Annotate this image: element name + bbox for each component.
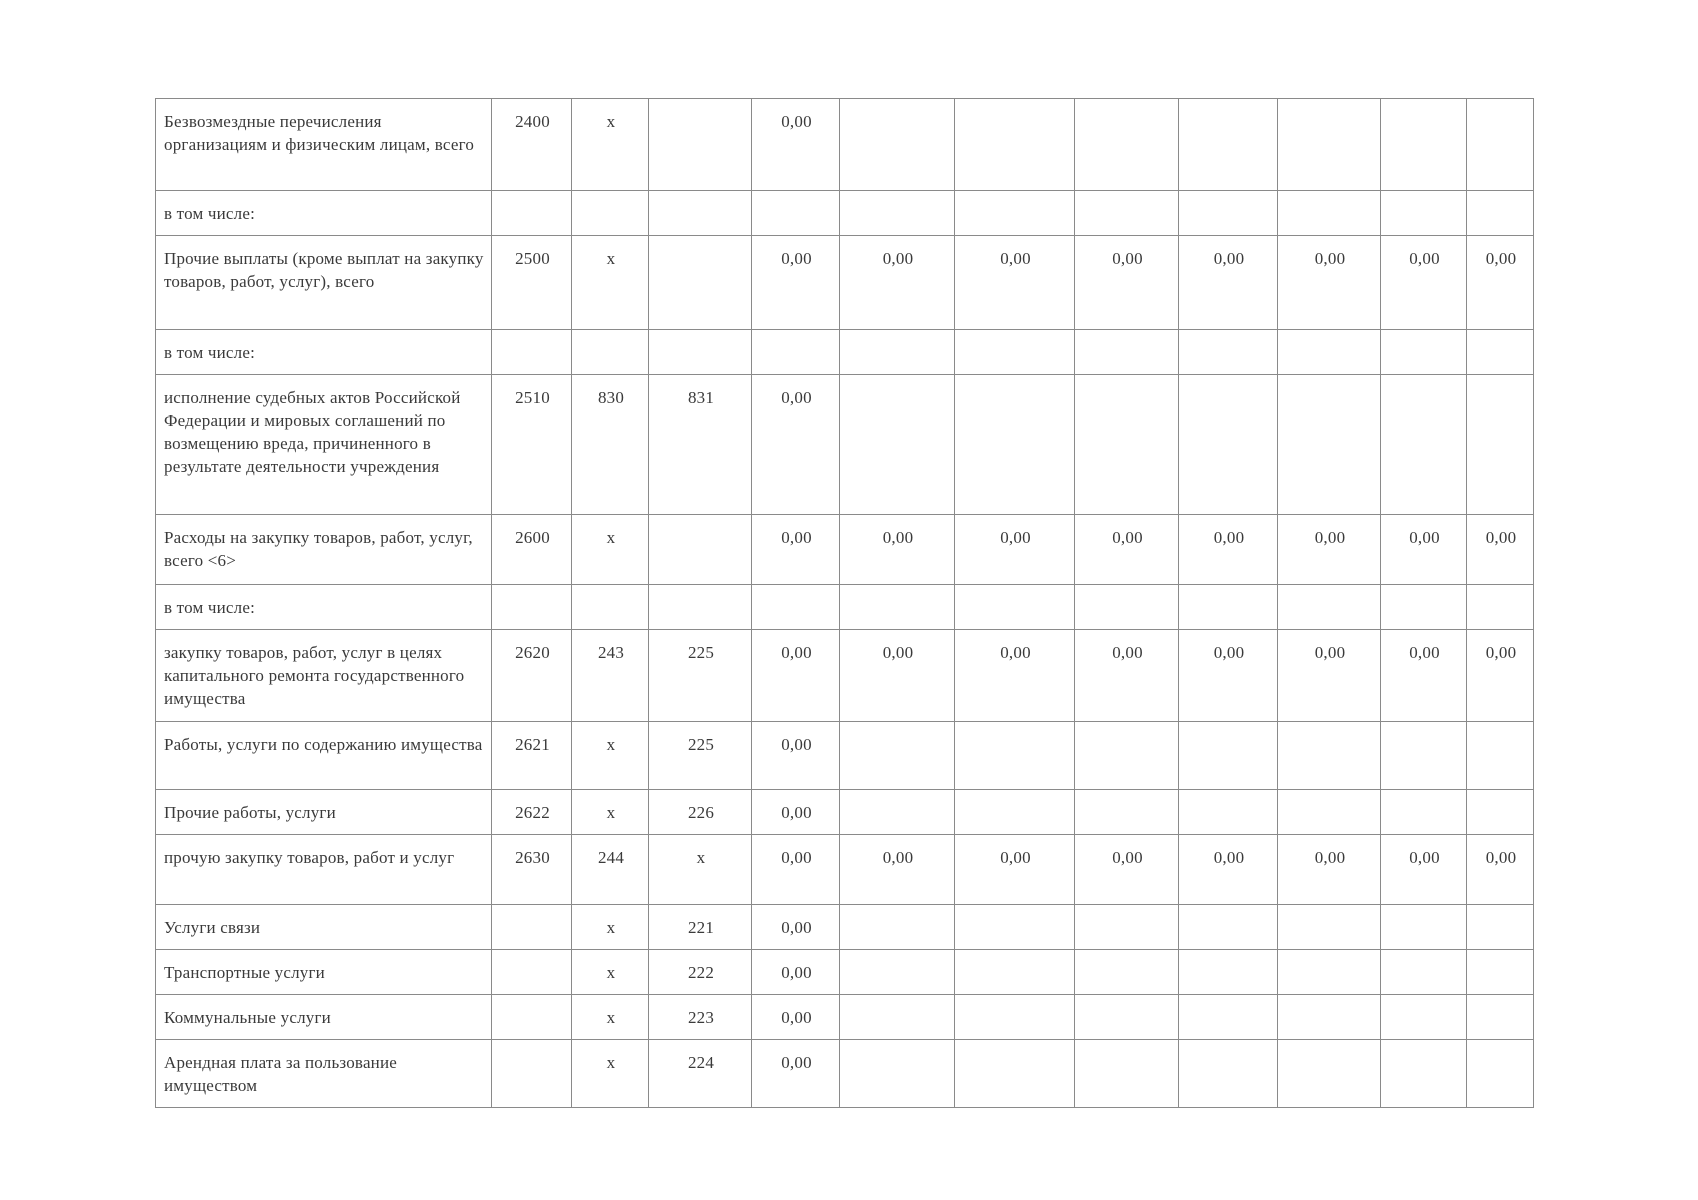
row-value-2-cell <box>955 99 1075 191</box>
row-value-3-cell <box>1075 790 1179 835</box>
row-value-2-cell <box>955 995 1075 1040</box>
row-value-3-cell: 0,00 <box>1075 835 1179 905</box>
row-value-7-cell: 0,00 <box>1467 515 1534 585</box>
row-value-6-cell <box>1381 722 1467 790</box>
row-kosgu-cell <box>649 191 752 236</box>
row-value-6-cell: 0,00 <box>1381 630 1467 722</box>
row-name-cell: в том числе: <box>156 330 492 375</box>
table-row <box>156 905 1534 950</box>
row-value-4-cell <box>1179 330 1278 375</box>
row-total-cell: 0,00 <box>752 722 840 790</box>
row-value-2-cell: 0,00 <box>955 630 1075 722</box>
row-code-cell <box>492 995 572 1040</box>
row-name-cell: Расходы на закупку товаров, работ, услуг, всего <6> <box>156 515 492 585</box>
row-name-cell: в том числе: <box>156 585 492 630</box>
row-code-cell: 2622 <box>492 790 572 835</box>
row-value-5-cell <box>1278 790 1381 835</box>
row-kvr-cell: х <box>572 99 649 191</box>
row-value-2-cell <box>955 722 1075 790</box>
row-value-1-cell <box>840 330 955 375</box>
row-code-cell <box>492 905 572 950</box>
row-value-7-cell: 0,00 <box>1467 835 1534 905</box>
row-value-6-cell: 0,00 <box>1381 236 1467 330</box>
row-kosgu-cell <box>649 99 752 191</box>
row-kosgu-cell: 224 <box>649 1040 752 1108</box>
row-value-1-cell <box>840 995 955 1040</box>
row-value-1-cell: 0,00 <box>840 515 955 585</box>
row-total-cell: 0,00 <box>752 236 840 330</box>
row-value-7-cell <box>1467 995 1534 1040</box>
table-row <box>156 191 1534 236</box>
table-row <box>156 790 1534 835</box>
row-value-4-cell: 0,00 <box>1179 835 1278 905</box>
row-total-cell: 0,00 <box>752 515 840 585</box>
table-row <box>156 236 1534 330</box>
row-value-7-cell <box>1467 585 1534 630</box>
row-total-cell: 0,00 <box>752 1040 840 1108</box>
row-value-5-cell <box>1278 375 1381 515</box>
row-value-2-cell: 0,00 <box>955 835 1075 905</box>
row-value-5-cell: 0,00 <box>1278 236 1381 330</box>
row-value-1-cell <box>840 585 955 630</box>
row-kosgu-cell <box>649 330 752 375</box>
row-value-7-cell <box>1467 191 1534 236</box>
row-name-cell: Работы, услуги по содержанию имущества <box>156 722 492 790</box>
row-total-cell: 0,00 <box>752 835 840 905</box>
row-value-7-cell <box>1467 790 1534 835</box>
row-value-5-cell <box>1278 191 1381 236</box>
row-value-7-cell <box>1467 99 1534 191</box>
row-value-6-cell <box>1381 1040 1467 1108</box>
row-value-4-cell: 0,00 <box>1179 630 1278 722</box>
row-value-3-cell <box>1075 995 1179 1040</box>
row-value-4-cell <box>1179 375 1278 515</box>
row-kosgu-cell: 222 <box>649 950 752 995</box>
row-kvr-cell: 830 <box>572 375 649 515</box>
row-value-2-cell <box>955 905 1075 950</box>
row-value-1-cell <box>840 99 955 191</box>
row-kvr-cell <box>572 330 649 375</box>
table-row <box>156 1040 1534 1108</box>
row-value-6-cell: 0,00 <box>1381 515 1467 585</box>
table-row <box>156 330 1534 375</box>
row-total-cell: 0,00 <box>752 630 840 722</box>
row-value-3-cell <box>1075 330 1179 375</box>
row-value-5-cell <box>1278 330 1381 375</box>
row-kvr-cell: х <box>572 515 649 585</box>
row-code-cell: 2620 <box>492 630 572 722</box>
table-row <box>156 835 1534 905</box>
table-row <box>156 585 1534 630</box>
row-value-4-cell: 0,00 <box>1179 236 1278 330</box>
row-value-7-cell <box>1467 1040 1534 1108</box>
row-value-1-cell <box>840 722 955 790</box>
row-value-5-cell: 0,00 <box>1278 630 1381 722</box>
row-kosgu-cell <box>649 585 752 630</box>
table-row <box>156 99 1534 191</box>
row-value-4-cell: 0,00 <box>1179 515 1278 585</box>
row-value-6-cell <box>1381 950 1467 995</box>
row-value-4-cell <box>1179 722 1278 790</box>
row-kosgu-cell: 223 <box>649 995 752 1040</box>
row-total-cell: 0,00 <box>752 950 840 995</box>
row-value-3-cell <box>1075 585 1179 630</box>
row-value-1-cell <box>840 950 955 995</box>
row-name-cell: закупку товаров, работ, услуг в целях капитального ремонта государственного имущества <box>156 630 492 722</box>
row-code-cell <box>492 1040 572 1108</box>
row-code-cell: 2500 <box>492 236 572 330</box>
row-kosgu-cell: 225 <box>649 630 752 722</box>
row-value-2-cell <box>955 375 1075 515</box>
row-code-cell <box>492 191 572 236</box>
row-value-6-cell <box>1381 99 1467 191</box>
row-value-1-cell: 0,00 <box>840 236 955 330</box>
row-kosgu-cell <box>649 515 752 585</box>
table-row <box>156 722 1534 790</box>
row-code-cell: 2621 <box>492 722 572 790</box>
row-value-2-cell: 0,00 <box>955 515 1075 585</box>
row-value-4-cell <box>1179 585 1278 630</box>
row-code-cell: 2600 <box>492 515 572 585</box>
row-value-4-cell <box>1179 905 1278 950</box>
row-value-2-cell: 0,00 <box>955 236 1075 330</box>
row-value-6-cell <box>1381 191 1467 236</box>
row-value-1-cell <box>840 905 955 950</box>
row-kvr-cell <box>572 585 649 630</box>
row-code-cell: 2630 <box>492 835 572 905</box>
row-kvr-cell: х <box>572 236 649 330</box>
table-body <box>156 99 1534 1108</box>
row-value-7-cell: 0,00 <box>1467 630 1534 722</box>
row-total-cell: 0,00 <box>752 99 840 191</box>
row-value-5-cell <box>1278 950 1381 995</box>
row-total-cell: 0,00 <box>752 905 840 950</box>
row-value-5-cell <box>1278 905 1381 950</box>
row-value-2-cell <box>955 1040 1075 1108</box>
row-kosgu-cell: х <box>649 835 752 905</box>
row-value-2-cell <box>955 330 1075 375</box>
row-value-3-cell <box>1075 722 1179 790</box>
row-kosgu-cell: 221 <box>649 905 752 950</box>
row-value-3-cell: 0,00 <box>1075 515 1179 585</box>
row-value-1-cell <box>840 1040 955 1108</box>
row-kosgu-cell: 226 <box>649 790 752 835</box>
table-row <box>156 995 1534 1040</box>
row-value-6-cell <box>1381 375 1467 515</box>
row-name-cell: прочую закупку товаров, работ и услуг <box>156 835 492 905</box>
row-kvr-cell: х <box>572 950 649 995</box>
row-value-1-cell <box>840 790 955 835</box>
row-value-3-cell <box>1075 1040 1179 1108</box>
row-value-4-cell <box>1179 191 1278 236</box>
row-value-5-cell: 0,00 <box>1278 835 1381 905</box>
row-value-3-cell: 0,00 <box>1075 630 1179 722</box>
row-value-2-cell <box>955 950 1075 995</box>
row-value-1-cell: 0,00 <box>840 835 955 905</box>
row-total-cell: 0,00 <box>752 995 840 1040</box>
row-value-5-cell <box>1278 1040 1381 1108</box>
row-value-7-cell <box>1467 330 1534 375</box>
row-total-cell <box>752 585 840 630</box>
row-value-2-cell <box>955 790 1075 835</box>
row-code-cell <box>492 330 572 375</box>
row-name-cell: Арендная плата за пользование имуществом <box>156 1040 492 1108</box>
row-name-cell: Транспортные услуги <box>156 950 492 995</box>
row-kvr-cell: х <box>572 905 649 950</box>
row-kvr-cell: х <box>572 1040 649 1108</box>
row-value-5-cell <box>1278 722 1381 790</box>
row-total-cell <box>752 330 840 375</box>
row-value-1-cell <box>840 191 955 236</box>
row-kvr-cell: х <box>572 995 649 1040</box>
row-value-6-cell <box>1381 905 1467 950</box>
row-code-cell: 2510 <box>492 375 572 515</box>
row-name-cell: Коммунальные услуги <box>156 995 492 1040</box>
table-row <box>156 630 1534 722</box>
row-kvr-cell: 244 <box>572 835 649 905</box>
row-kvr-cell <box>572 191 649 236</box>
row-value-7-cell <box>1467 375 1534 515</box>
row-value-6-cell <box>1381 995 1467 1040</box>
row-name-cell: Услуги связи <box>156 905 492 950</box>
row-value-5-cell <box>1278 995 1381 1040</box>
row-value-3-cell <box>1075 375 1179 515</box>
row-value-7-cell <box>1467 722 1534 790</box>
row-value-1-cell <box>840 375 955 515</box>
row-value-6-cell: 0,00 <box>1381 835 1467 905</box>
row-name-cell: Прочие работы, услуги <box>156 790 492 835</box>
row-value-6-cell <box>1381 330 1467 375</box>
row-value-5-cell <box>1278 99 1381 191</box>
row-total-cell: 0,00 <box>752 790 840 835</box>
row-value-6-cell <box>1381 585 1467 630</box>
row-value-4-cell <box>1179 995 1278 1040</box>
row-value-4-cell <box>1179 790 1278 835</box>
row-value-1-cell: 0,00 <box>840 630 955 722</box>
row-value-2-cell <box>955 585 1075 630</box>
row-value-7-cell: 0,00 <box>1467 236 1534 330</box>
row-value-6-cell <box>1381 790 1467 835</box>
row-kosgu-cell: 831 <box>649 375 752 515</box>
row-value-7-cell <box>1467 950 1534 995</box>
row-kvr-cell: 243 <box>572 630 649 722</box>
row-value-3-cell: 0,00 <box>1075 236 1179 330</box>
table-row <box>156 515 1534 585</box>
row-code-cell <box>492 950 572 995</box>
row-value-4-cell <box>1179 950 1278 995</box>
row-value-3-cell <box>1075 99 1179 191</box>
row-value-3-cell <box>1075 950 1179 995</box>
table-row <box>156 950 1534 995</box>
row-name-cell: исполнение судебных актов Российской Федерации и мировых соглашений по возмещению вреда, причиненного в результате деятельности учреждения <box>156 375 492 515</box>
row-value-3-cell <box>1075 905 1179 950</box>
row-total-cell: 0,00 <box>752 375 840 515</box>
row-value-7-cell <box>1467 905 1534 950</box>
row-value-4-cell <box>1179 99 1278 191</box>
row-kvr-cell: х <box>572 722 649 790</box>
row-code-cell: 2400 <box>492 99 572 191</box>
row-total-cell <box>752 191 840 236</box>
row-name-cell: Безвозмездные перечисления организациям и физическим лицам, всего <box>156 99 492 191</box>
row-value-5-cell <box>1278 585 1381 630</box>
row-name-cell: Прочие выплаты (кроме выплат на закупку товаров, работ, услуг), всего <box>156 236 492 330</box>
row-value-5-cell: 0,00 <box>1278 515 1381 585</box>
row-kosgu-cell: 225 <box>649 722 752 790</box>
financial-table <box>155 98 1534 1108</box>
row-kvr-cell: х <box>572 790 649 835</box>
row-code-cell <box>492 585 572 630</box>
row-name-cell: в том числе: <box>156 191 492 236</box>
table-row <box>156 375 1534 515</box>
row-kosgu-cell <box>649 236 752 330</box>
row-value-3-cell <box>1075 191 1179 236</box>
row-value-2-cell <box>955 191 1075 236</box>
row-value-4-cell <box>1179 1040 1278 1108</box>
